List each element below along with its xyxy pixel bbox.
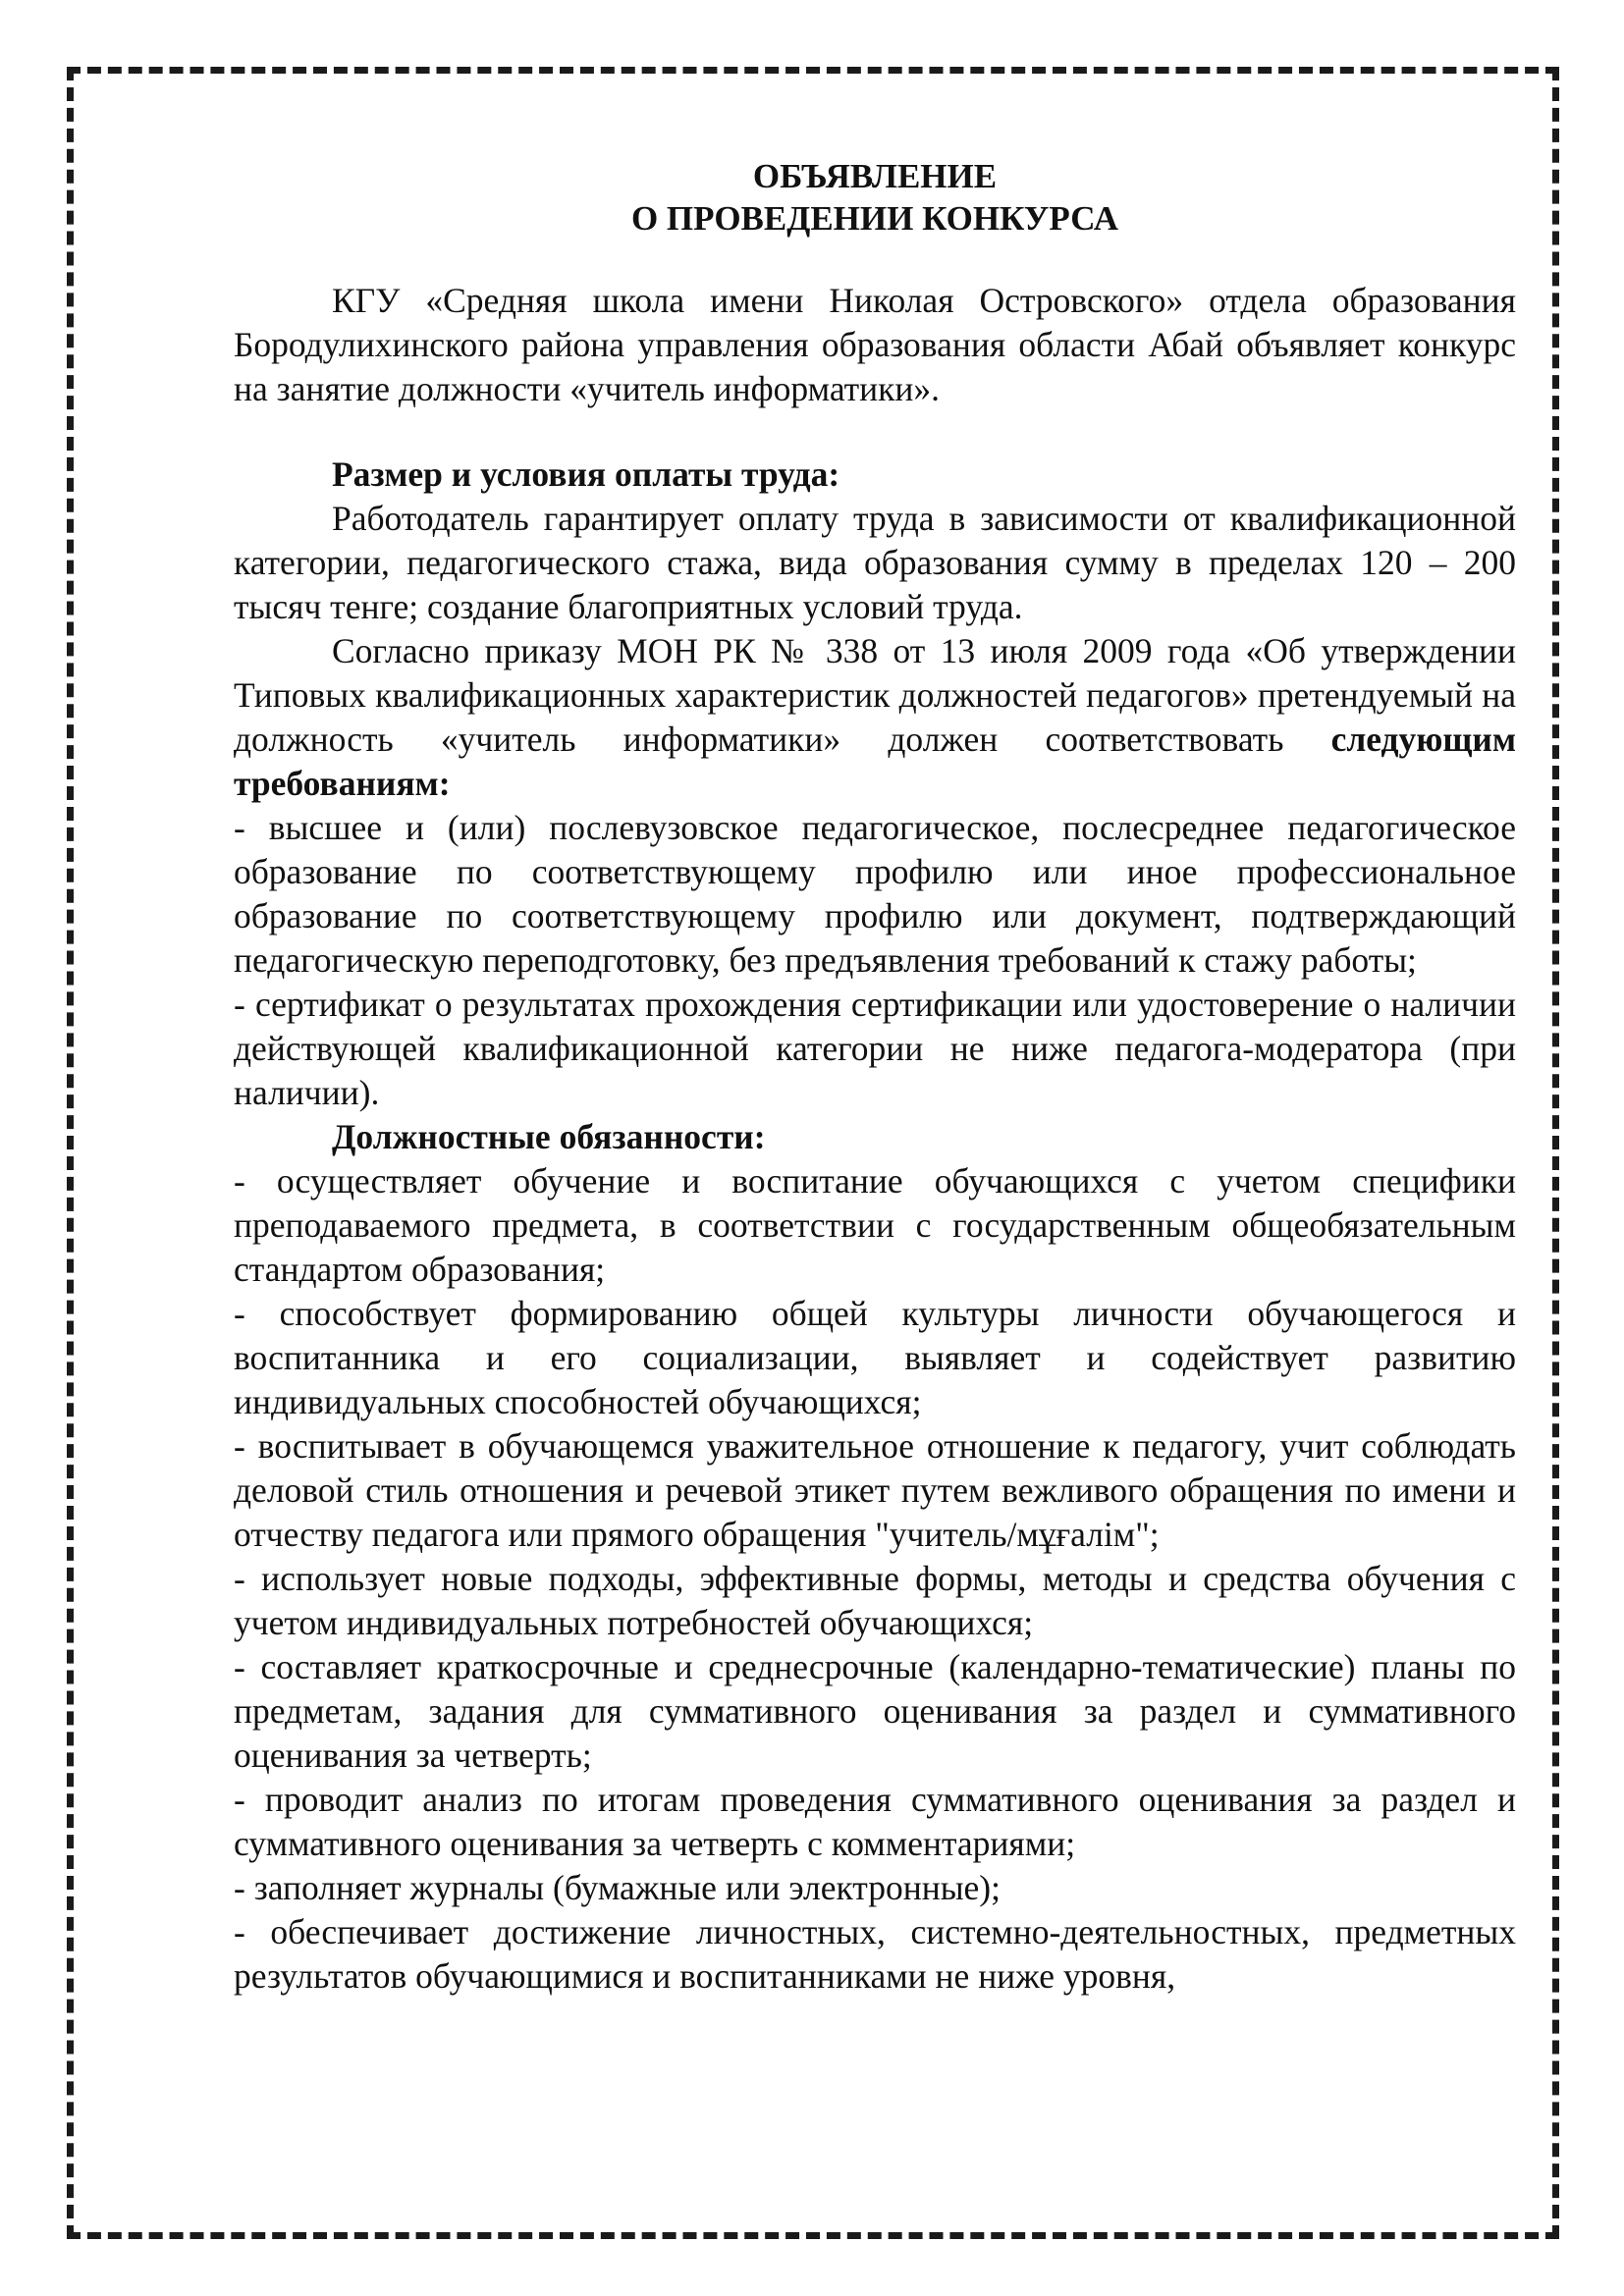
duty-item: - составляет краткосрочные и среднесрочные (календарно-тематические) планы по предметам, задания для суммативного оценивания за раздел и суммативного оценивания за четверть; [234, 1647, 1516, 1775]
duty-item: - воспитывает в обучающемся уважительное отношение к педагогу, учит соблюдать деловой стиль отношения и речевой этикет путем вежливого обращения по имени и отчеству педагога или прямого обращения "учитель/мұғалім"; [234, 1426, 1516, 1554]
duties-heading: Должностные обязанности: [332, 1117, 766, 1156]
salary-section [234, 453, 1516, 629]
duties-section [234, 1115, 1516, 1999]
requirements-intro-bold: следующим требованиям: [234, 720, 1516, 803]
duty-item: - проводит анализ по итогам проведения суммативного оценивания за раздел и суммативного оценивания за четверть с комментариями; [234, 1780, 1516, 1863]
announcement-document [234, 155, 1516, 1999]
requirements-intro [234, 629, 1516, 806]
requirements-intro-text: Согласно приказу МОН РК № 338 от 13 июля 2009 года «Об утверждении Типовых квалификационных характеристик должностей педагогов» претендуемый на должность «учитель информатики» должен соответствовать [234, 631, 1516, 759]
duty-item: - осуществляет обучение и воспитание обучающихся с учетом специфики преподаваемого предмета, в соответствии с государственным общеобязательным стандартом образования; [234, 1161, 1516, 1289]
duty-item: - использует новые подходы, эффективные формы, методы и средства обучения с учетом индивидуальных потребностей обучающихся; [234, 1559, 1516, 1642]
requirements-section [234, 629, 1516, 1115]
duty-item: - обеспечивает достижение личностных, системно-деятельностных, предметных результатов обучающимися и воспитанниками не ниже уровня, [234, 1912, 1516, 1996]
salary-text: Работодатель гарантирует оплату труда в зависимости от квалификационной категории, педагогического стажа, вида образования сумму в пределах 120 – 200 тысяч тенге; создание благоприятных условий труда. [234, 499, 1516, 626]
title-line-2: О ПРОВЕДЕНИИ КОНКУРСА [630, 199, 1119, 238]
intro-paragraph: КГУ «Средняя школа имени Николая Островского» отдела образования Бородулихинского района управления образования области Абай объявляет конкурс на занятие должности «учитель информатики». [234, 281, 1516, 408]
duty-item: - заполняет журналы (бумажные или электронные); [234, 1868, 1001, 1907]
requirement-item: - сертификат о результатах прохождения сертификации или удостоверение о наличии действующей квалификационной категории не ниже педагога-модератора (при наличии). [234, 985, 1516, 1112]
document-title [234, 155, 1516, 240]
requirement-item: - высшее и (или) послевузовское педагогическое, послесреднее педагогическое образование по соответствующему профилю или иное профессиональное образование по соответствующему профилю или документ, подтверждающий педагогическую переподготовку, без предъявления требований к стажу работы; [234, 808, 1516, 980]
duty-item: - способствует формированию общей культуры личности обучающегося и воспитанника и его социализации, выявляет и содействует развитию индивидуальных способностей обучающихся; [234, 1294, 1516, 1421]
salary-heading: Размер и условия оплаты труда: [332, 454, 840, 494]
title-line-1: ОБЪЯВЛЕНИЕ [752, 157, 998, 195]
